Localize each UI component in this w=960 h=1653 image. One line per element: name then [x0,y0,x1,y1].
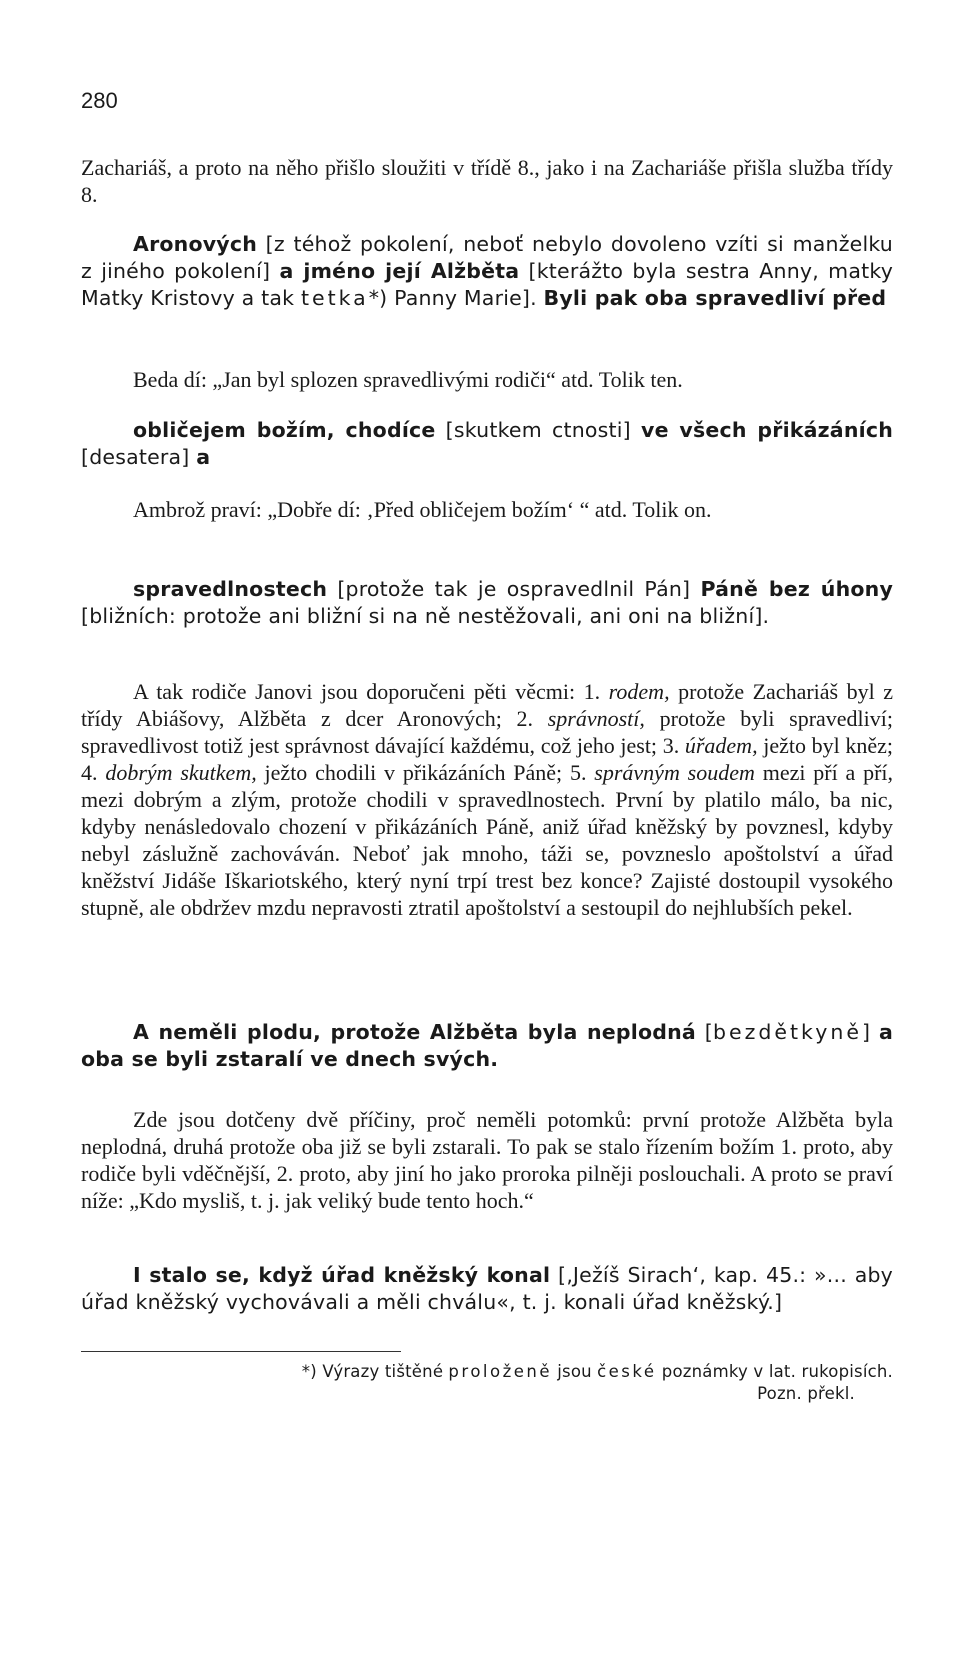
commentary-text: protože Zachariáš byl z třídy Abiášovy, Alžběta z dcer Aronových; 2. [81,679,894,731]
commentary-italic-term: správností, [547,706,645,731]
footnote-signature: Pozn. překl. [757,1384,855,1403]
page-number: 280 [81,88,118,113]
footnote-line [81,1361,893,1383]
scripture-bold-text: a [196,445,211,469]
footnote-spaced-word: proloženě [448,1362,553,1381]
scripture-bold-text: Páně bez úhony [700,577,894,601]
scripture-bracket-close: ] [861,1020,871,1044]
footnote-text: jsou [557,1362,592,1381]
commentary-italic-term: správným soudem [594,760,755,785]
commentary-paragraph-4 [81,678,893,921]
commentary-text: A tak rodiče Janovi jsou doporučeni pěti věcmi: 1. [133,679,601,704]
commentary-paragraph-3: Ambrož praví: „Dobře dí: ‚Před obličejem božím‘ “ atd. Tolik on. [133,497,712,522]
scripture-bracket-text: [z téhož pokolení, neboť nebylo dovoleno vzíti si manželku z jiného pokolení] [81,232,893,283]
scripture-bracket-open: [ [704,1020,713,1044]
commentary-italic-term: rodem, [608,679,670,704]
scripture-bracket-text: [kterážto byla sestra Anny, matky Matky Kristovy a tak [81,259,894,310]
commentary-text: mezi pří a pří, mezi dobrým a zlým, protože chodili v spravedlnostech. První by platilo málo, ba nic, kdyby nenásledovalo chození v přikázáních Páně, aniž úřad kněžský by povznesl, kdyby nebyl záslužně zachováván. Neboť jak mnoho, táži se, povzneslo apoštolství a úřad kněžství Jidáše Iškariotského, který nyní trpí trest bez konce? Zajisté dostoupil vysokého stupně, ale obdržev mzdu nepravosti ztratil apoštolství a sestoupil do nejhlubších pekel. [81,760,894,920]
scripture-bracket-text: [‚Ježíš Sirach‘, kap. 45.: »... aby úřad kněžský vychovávali a měli chválu«, t. j. konali úřad kněžský.] [81,1263,894,1314]
scripture-bracket-text: [protože tak je ospravedlnil Pán] [337,577,691,601]
scripture-bold-text: spravedlnostech [133,577,328,601]
commentary-paragraph-1: Zachariáš, a proto na něho přišlo sloužiti v třídě 8., jako i na Zachariáše přišla služba třídy 8. [81,155,893,207]
scripture-bold-text: I stalo se, když úřad kněžský konal [133,1263,551,1287]
scripture-bold-text: obličejem božím, chodíce [133,418,436,442]
scripture-bold-text: ve všech přikázáních [641,418,893,442]
commentary-text: ježto byl kněz; 4. [81,733,894,785]
scripture-paragraph-3 [81,576,893,630]
footnote-spaced-word: české [597,1362,657,1381]
commentary-italic-term: úřadem, [684,733,758,758]
scripture-bracket-text: [bližních: protože ani bližní si na ně nestěžovali, ani oni na bližní]. [81,604,770,628]
spaced-note-word: bezdětkyně [713,1020,862,1044]
footnote-text: *) Výrazy tištěné [301,1362,444,1381]
commentary-text: protože byli spravedliví; spravedlivost totiž jest správnost dávající každému, což jeho jest; 3. [81,706,893,758]
commentary-italic-term: dobrým skutkem, [105,760,257,785]
scripture-bracket-text: [skutkem ctnosti] [445,418,631,442]
footnote-reference: *) Panny Marie]. [368,286,537,310]
scripture-bold-text: a oba se byli zstaralí ve dnech svých. [81,1020,894,1071]
scripture-bold-text: A neměli plodu, protože Alžběta byla neplodná [133,1020,696,1044]
footnote-text: poznámky v lat. rukopisích. [661,1362,893,1381]
scripture-paragraph-5 [81,1262,893,1316]
commentary-paragraph-2: Beda dí: „Jan byl splozen spravedlivými rodiči“ atd. Tolik ten. [133,367,683,392]
commentary-paragraph-5: Zde jsou dotčeny dvě příčiny, proč neměli potomků: první protože Alžběta byla neplodná, druhá protože oba již se byli zstarali. To pak se stalo řízením božím 1. proto, aby rodiče byli vděčnější, 2. proto, aby jiní ho jako proroka pilněji poslouchali. A proto se praví níže: „Kdo mysliš, t. j. jak veliký bude tento hoch.“ [81,1107,893,1213]
spaced-note-word: tetka [300,286,369,310]
scripture-bold-text: Aronových [133,232,258,256]
scripture-paragraph-4 [81,1019,893,1073]
scripture-bracket-text: [desatera] [81,445,190,469]
scripture-paragraph-2 [81,417,893,471]
commentary-text: ježto chodili v přikázáních Páně; 5. [264,760,587,785]
footnote-divider [81,1351,401,1352]
scripture-paragraph-1 [81,231,893,312]
scripture-bold-text: Byli pak oba spravedliví před [543,286,887,310]
footnote [81,1361,893,1405]
scripture-bold-text: a jméno její Alžběta [279,259,520,283]
